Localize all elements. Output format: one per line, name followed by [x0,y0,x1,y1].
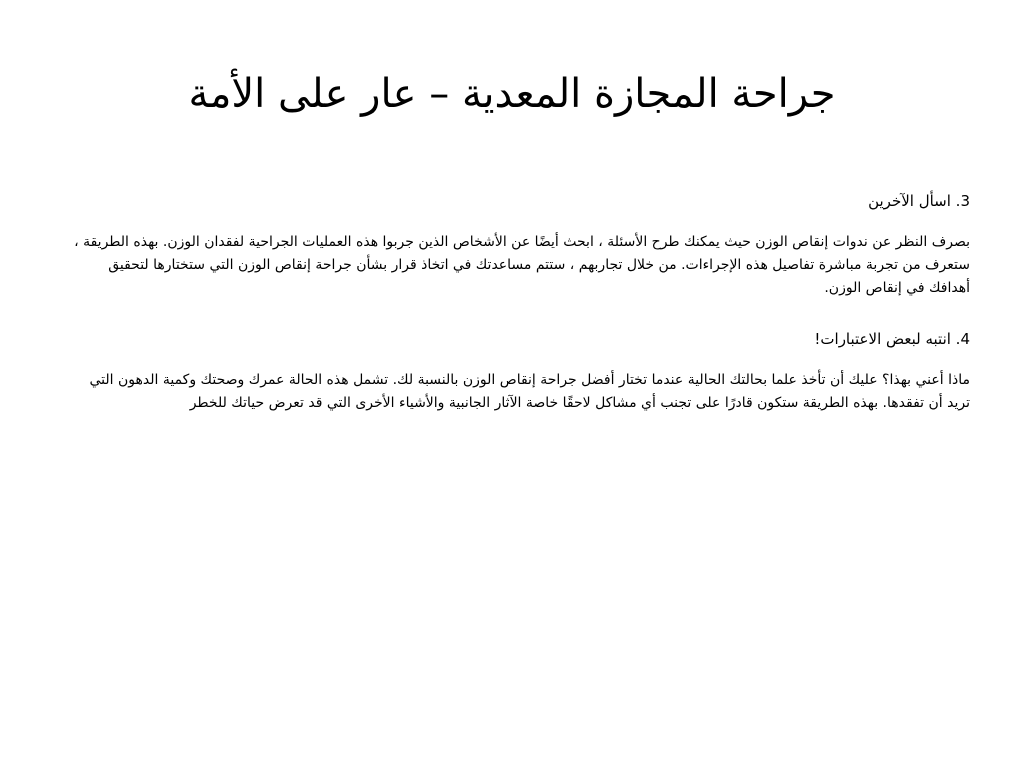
slide-title: جراحة المجازة المعدية – عار على الأمة [188,71,836,117]
section-paragraph-considerations: ماذا أعني بهذا؟ عليك أن تأخذ علما بحالتك الحالية عندما تختار أفضل جراحة إنقاص الوزن بالنسبة لك. تشمل هذه الحالة عمرك وصحتك وكمية الدهون التي تريد أن تفقدها. بهذه الطريقة ستكون قادرًا على تجنب أي مشاكل لاحقًا خاصة الآثار الجانبية والأشياء الأخرى التي قد تعرض حياتك للخطر [89,372,970,411]
section-heading-considerations: 4. انتبه لبعض الاعتبارات! [814,330,970,348]
section-heading-ask-others: 3. اسأل الآخرين [868,192,970,210]
slide-content [66,190,970,441]
section-paragraph-ask-others: بصرف النظر عن ندوات إنقاص الوزن حيث يمكنك طرح الأسئلة ، ابحث أيضًا عن الأشخاص الذين جربوا هذه العمليات الجراحية لفقدان الوزن. بهذه الطريقة ، ستعرف من تجربة مباشرة تفاصيل هذه الإجراءات. من خلال تجاربهم ، ستتم مساعدتك في اتخاذ قرار بشأن جراحة إنقاص الوزن التي ستختارها لتحقيق أهدافك في إنقاص الوزن. [74,234,970,296]
